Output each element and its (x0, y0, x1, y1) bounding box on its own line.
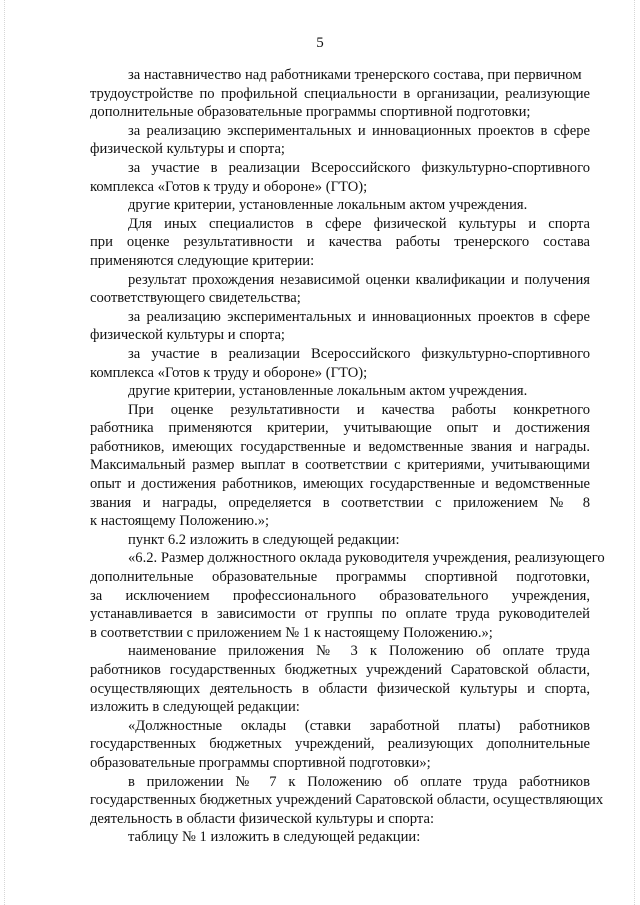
text-line: другие критерии, установленные локальным актом учреждения. (128, 383, 528, 400)
text-line: дополнительные образовательные программы спортивной подготовки, (90, 569, 590, 586)
text-line: в приложении № 7 к Положению об оплате труда работников (128, 773, 590, 790)
text-line: звания и награды, определяется в соответствии с приложением № 8 (90, 494, 590, 511)
text-line: «6.2. Размер должностного оклада руководителя учреждения, реализующего (128, 550, 605, 567)
text-line: таблицу № 1 изложить в следующей редакции: (128, 829, 421, 846)
text-line: за участие в реализации Всероссийского физкультурно-спортивного (128, 159, 590, 176)
text-line: изложить в следующей редакции: (90, 699, 300, 716)
text-line: образовательные программы спортивной подготовки»; (90, 754, 431, 771)
text-line: наименование приложения № 3 к Положению об оплате труда (128, 643, 590, 660)
page-number: 5 (316, 35, 324, 51)
text-line: государственных бюджетных учреждений Саратовской области, осуществляющих (90, 792, 604, 809)
text-line: работника применяются критерии, учитывающие опыт и достижения (90, 420, 590, 437)
text-line: Максимальный размер выплат в соответствии с критериями, учитывающими (90, 457, 590, 474)
text-line: соответствующего свидетельства; (90, 290, 301, 307)
text-line: осуществляющих деятельность в области физической культуры и спорта, (90, 680, 590, 697)
text-line: за наставничество над работниками тренерского состава, при первичном (128, 67, 582, 83)
text-line: трудоустройстве по профильной специальности в организации, реализующие (90, 85, 590, 102)
text-line: При оценке результативности и качества работы конкретного (128, 401, 590, 418)
text-line: дополнительные образовательные программы спортивной подготовки; (90, 104, 531, 121)
text-line: за реализацию экспериментальных и инновационных проектов в сфере (128, 122, 590, 139)
text-line: применяются следующие критерии: (90, 252, 315, 269)
text-line: другие критерии, установленные локальным актом учреждения. (128, 197, 528, 214)
scan-edge-right (634, 0, 636, 905)
text-line: государственных бюджетных учреждений, реализующих дополнительные (90, 736, 590, 753)
scan-edge-left (4, 0, 6, 905)
text-line: за участие в реализации Всероссийского физкультурно-спортивного (128, 345, 590, 362)
text-line: деятельность в области физической культуры и спорта: (90, 810, 434, 827)
text-line: при оценке результативности и качества работы тренерского состава (90, 234, 590, 251)
text-line: за исключением профессионального образовательного учреждения, (90, 587, 590, 604)
text-line: комплекса «Готов к труду и обороне» (ГТО); (90, 364, 368, 381)
text-line: пункт 6.2 изложить в следующей редакции: (128, 531, 400, 548)
text-line: устанавливается в зависимости от группы по оплате труда руководителей (90, 606, 590, 623)
text-line: работников, имеющих государственные и ведомственные звания и награды. (90, 438, 590, 455)
text-line: в соответствии с приложением № 1 к настоящему Положению.»; (90, 624, 493, 641)
text-line: «Должностные оклады (ставки заработной платы) работников (128, 717, 590, 734)
text-line: результат прохождения независимой оценки квалификации и получения (128, 271, 590, 288)
text-line: Для иных специалистов в сфере физической культуры и спорта (128, 215, 590, 232)
text-line: к настоящему Положению.»; (90, 513, 270, 530)
text-line: опыт и достижения работников, имеющих государственные и ведомственные (90, 476, 590, 493)
text-line: физической культуры и спорта; (90, 327, 285, 344)
text-line: физической культуры и спорта; (90, 141, 285, 158)
text-line: за реализацию экспериментальных и инновационных проектов в сфере (128, 308, 590, 325)
text-line: комплекса «Готов к труду и обороне» (ГТО); (90, 178, 368, 195)
document-body (90, 66, 605, 847)
text-line: работников государственных бюджетных учреждений Саратовской области, (90, 662, 590, 678)
